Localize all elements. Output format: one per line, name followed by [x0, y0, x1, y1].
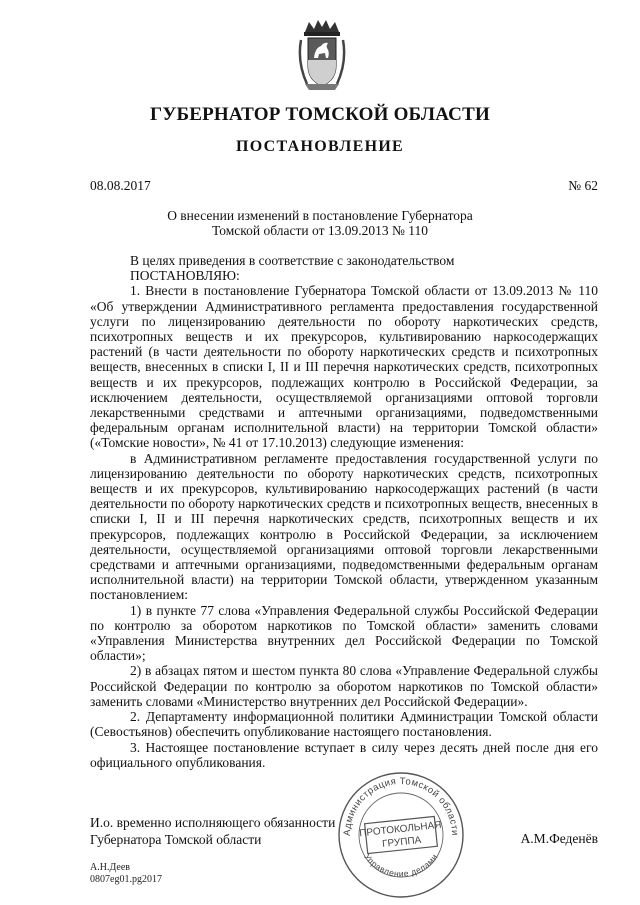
paragraph-2: 2. Департаменту информационной политики Администрации Томской области (Севостьянов) обеспечить опубликование настоящего постановления. [90, 709, 598, 740]
signatory-line-1: И.о. временно исполняющего обязанности [90, 815, 336, 830]
authority-title: ГУБЕРНАТОР ТОМСКОЙ ОБЛАСТИ [150, 104, 490, 125]
paragraph-1: 1. Внести в постановление Губернатора Томской области от 13.09.2013 № 110 «Об утверждении Административного регламента предоставления государственной услуги по лицензированию деятельности по обороту наркотических средств, психотропных веществ и их прекурсоров, культивированию наркосодержащих растений (в части деятельности по обороту наркотических средств и психотропных веществ, внесенных в списки I, II и III перечня наркотических средств, психотропных веществ и их прекурсоров, подлежащих контролю в Российской Федерации, за исключением деятельности, осуществляемой организациями оптовой торговли лекарственными средствами и аптечными организациями, подведомственными федеральным органам исполнительной власти) на территории Томской области» («Томские новости», № 41 от 17.10.2013) следующие изменения: [90, 283, 598, 451]
subject-line-2: Томской области от 13.09.2013 № 110 [212, 223, 428, 238]
tomsk-coat-of-arms-icon [297, 18, 347, 92]
document-number: № 62 [568, 178, 598, 193]
paragraph-regulation: в Административном регламенте предоставления государственной услуги по лицензированию деятельности по обороту наркотических средств, психотропных веществ и их прекурсоров, культивированию наркосодержащих растений (в части деятельности по обороту наркотических средств и психотропных веществ, внесенных в списки I, II и III перечня наркотических средств, психотропных веществ и их прекурсоров, подлежащих контролю в Российской Федерации, за исключением деятельности, осуществляемой организациями оптовой торговли лекарственными средствами и аптечными организациями, подведомственными федеральным органам исполнительной власти) на территории Томской области, утвержденном указанным постановлением: [90, 450, 598, 603]
stamp-center-line-2: ГРУППА [381, 834, 422, 850]
signatory-name: А.М.Феденёв [520, 831, 598, 846]
signatory-position [90, 814, 335, 848]
footer-author: А.Н.Деев [90, 862, 130, 873]
resolve-word: ПОСТАНОВЛЯЮ: [130, 268, 240, 284]
stamp-bottom-text: Управление делами [362, 851, 440, 879]
signatory-line-2: Губернатора Томской области [90, 832, 262, 847]
preamble: В целях приведения в соответствие с законодательством [130, 253, 455, 268]
document-date: 08.08.2017 [90, 178, 151, 193]
paragraph-3: 3. Настоящее постановление вступает в силу через десять дней после дня его официального опубликования. [90, 739, 598, 770]
document-type-title: ПОСТАНОВЛЕНИЕ [235, 138, 405, 155]
item-1: 1) в пункте 77 слова «Управления Федеральной службы Российской Федерации по контролю за оборотом наркотиков по Томской области» заменить словами «Управления Министерства внутренних дел Российской Федерации по Томской области»; [90, 602, 598, 664]
item-2: 2) в абзацах пятом и шестом пункта 80 слова «Управление Федеральной службы Российской Федерации по контролю за оборотом наркотиков по Томской области» заменить словами «Министерство внутренних дел Российской Федерации». [90, 663, 598, 709]
document-body [90, 253, 598, 770]
subject-line-1: О внесении изменений в постановление Губернатора [167, 208, 473, 223]
svg-text:Управление делами [362, 852, 439, 879]
stamp-center-line-1: ПРОТОКОЛЬНАЯ [358, 819, 443, 840]
official-stamp [336, 770, 466, 900]
document-footer [90, 862, 162, 886]
stamp-ring-text: Администрация Томской области [341, 775, 461, 837]
footer-file: 0807eg01.pg2017 [90, 874, 162, 885]
document-subject [0, 208, 640, 238]
